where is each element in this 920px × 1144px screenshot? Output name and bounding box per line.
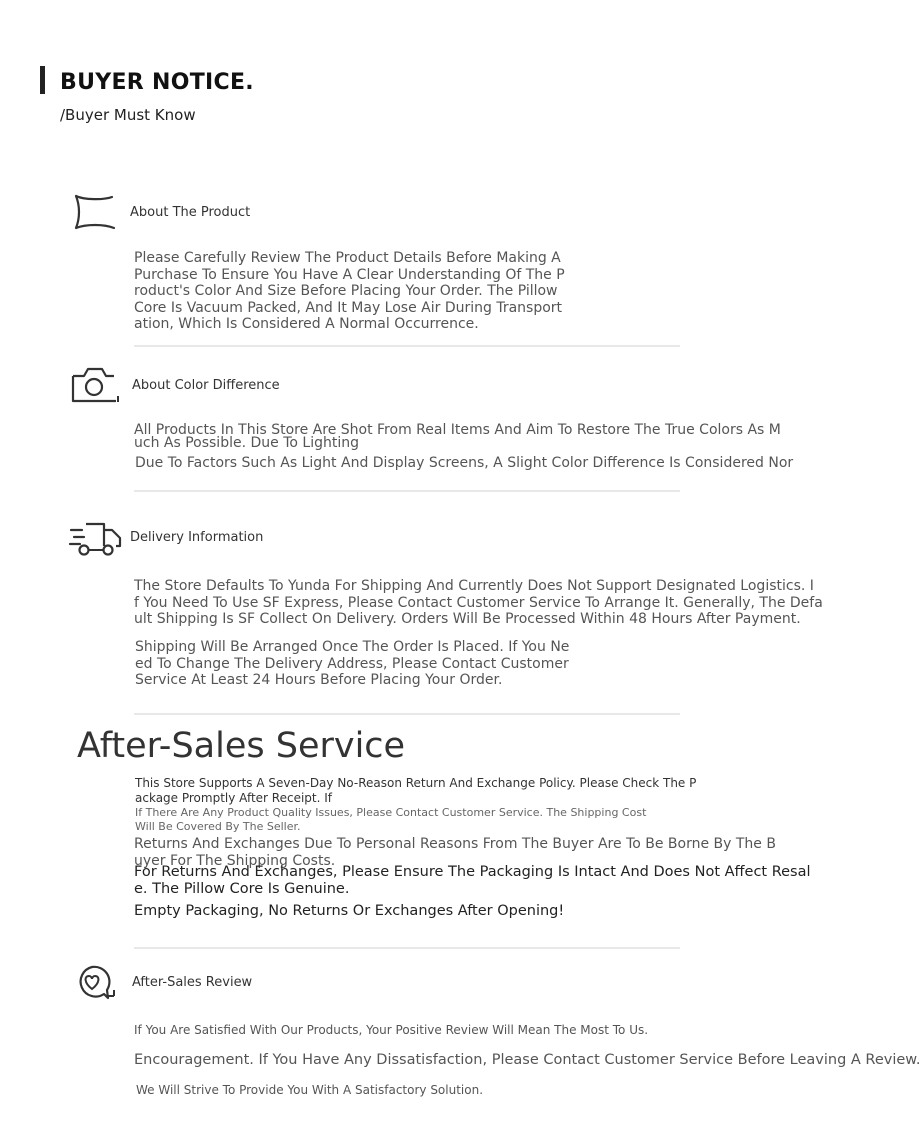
divider (134, 345, 680, 347)
heart-chat-icon (74, 964, 122, 1002)
page-title: BUYER NOTICE. (60, 70, 254, 95)
review-line-2: Encouragement. If You Have Any Dissatisfaction, Please Contact Customer Service Before Leaving A Review. (134, 1052, 920, 1068)
pillow-icon (70, 192, 120, 232)
title-accent-bar (40, 66, 45, 94)
section-label-delivery: Delivery Information (130, 530, 264, 545)
truck-icon (68, 520, 124, 558)
after-sales-para-1: This Store Supports A Seven-Day No-Reason Return And Exchange Policy. Please Check The P ackage Promptly After Receipt. If (135, 776, 697, 805)
after-sales-title: After-Sales Service (77, 726, 406, 766)
review-line-3: We Will Strive To Provide You With A Satisfactory Solution. (136, 1083, 484, 1097)
after-sales-para-2: If There Are Any Product Quality Issues, Please Contact Customer Service. The Shipping Cost Will Be Covered By The Seller. (135, 806, 647, 833)
after-sales-para-4: For Returns And Exchanges, Please Ensure The Packaging Is Intact And Does Not Affect Resal e. The Pillow Core Is Genuine. (134, 864, 811, 897)
color-text: All Products In This Store Are Shot From Real Items And Aim To Restore The True Colors As M uch As Possible. Due To Lighting Due To Factors Such As Light And Display Screens, A Slight Color Difference Is Considered Nor (134, 422, 794, 471)
delivery-text-2: Shipping Will Be Arranged Once The Order Is Placed. If You Ne ed To Change The Delivery Address, Please Contact Customer Service At Least 24 Hours Before Placing Your Order. (135, 639, 570, 688)
divider (134, 947, 680, 949)
after-sales-para-3: Returns And Exchanges Due To Personal Reasons From The Buyer Are To Be Borne By The B uyer For The Shipping Costs. (134, 836, 776, 869)
section-label-color: About Color Difference (132, 378, 280, 393)
after-sales-para-5: Empty Packaging, No Returns Or Exchanges After Opening! (134, 903, 565, 919)
page-subtitle: /Buyer Must Know (60, 106, 196, 124)
product-text: Please Carefully Review The Product Details Before Making A Purchase To Ensure You Have A Clear Understanding Of The P roduct's Color And Size Before Placing Your Order. The Pillow Core Is Vacuum Packed, And It May Lose Air During Transport ation, Which Is Considered A Normal Occurrence. (134, 250, 565, 332)
divider (134, 713, 680, 715)
delivery-text: The Store Defaults To Yunda For Shipping And Currently Does Not Support Designated Logistics. I f You Need To Use SF Express, Please Contact Customer Service To Arrange It. Generally, The Defa ult Shipping Is SF Collect On Delivery. Orders Will Be Processed Within 48 Hours After Payment. (134, 578, 823, 627)
camera-icon (70, 366, 124, 406)
section-label-review: After-Sales Review (132, 975, 253, 990)
review-line-1: If You Are Satisfied With Our Products, Your Positive Review Will Mean The Most To Us. (134, 1023, 649, 1037)
divider (134, 490, 680, 492)
section-label-product: About The Product (130, 205, 251, 220)
